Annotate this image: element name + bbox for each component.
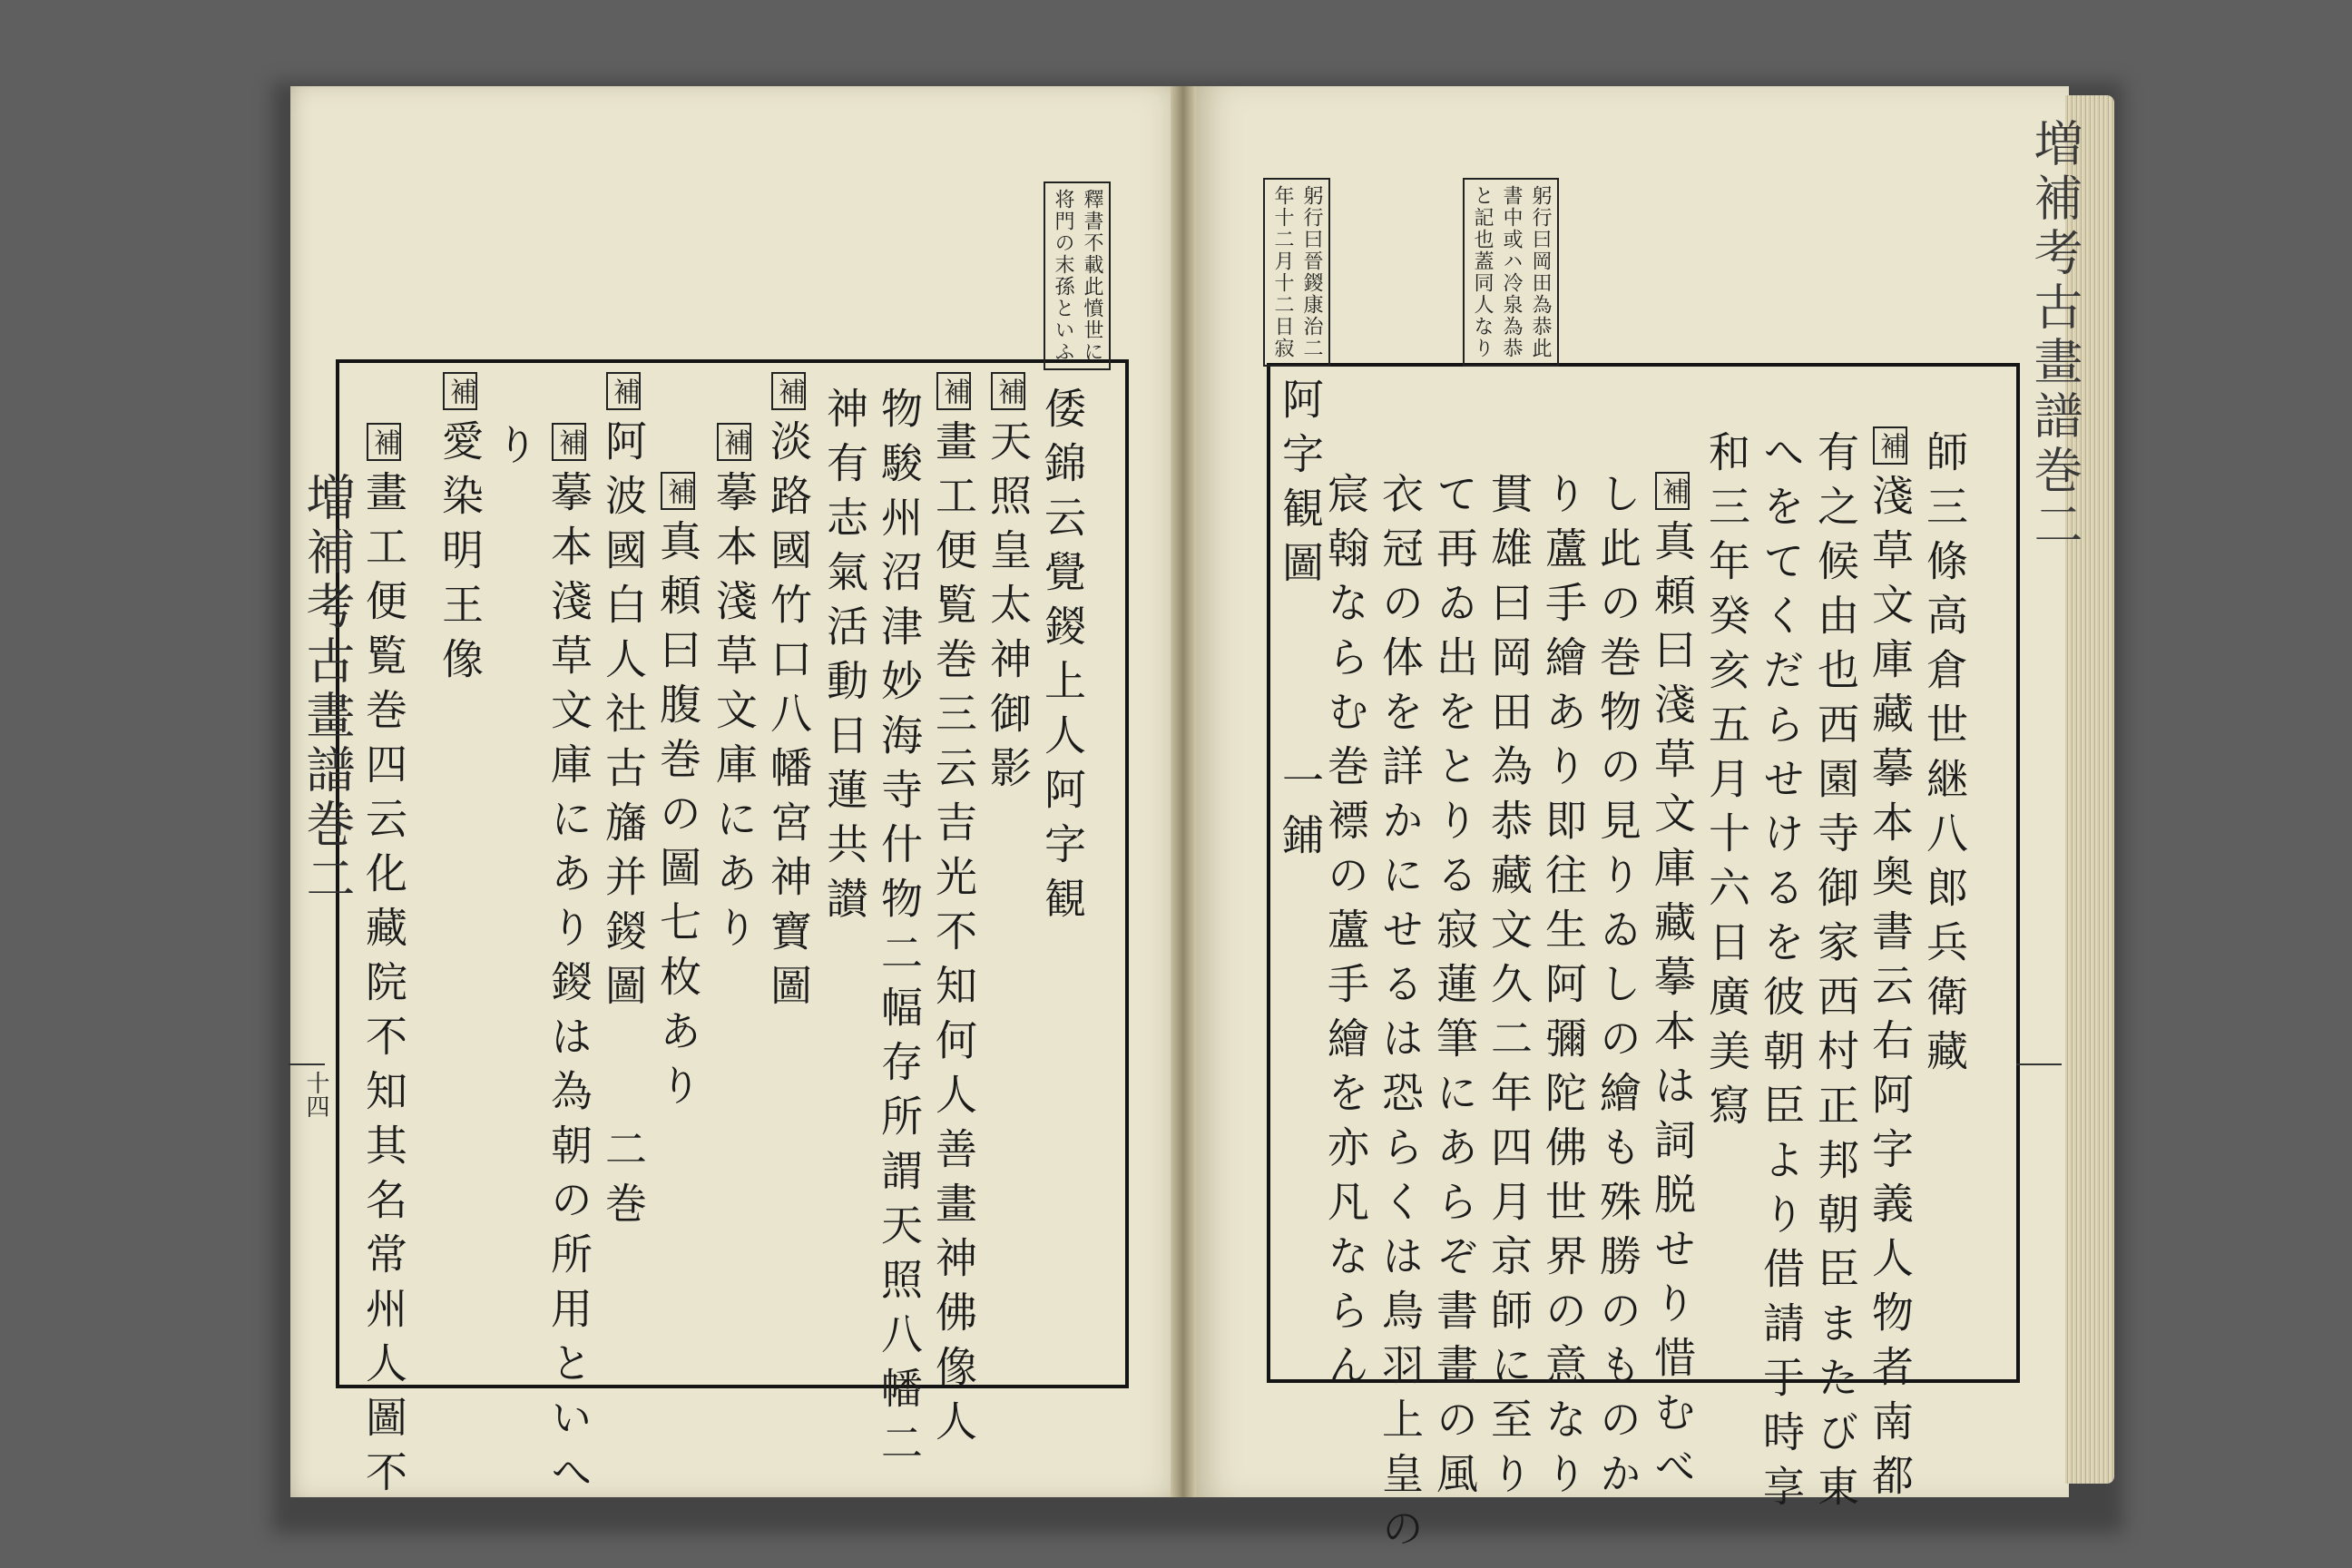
left-column-4: 物駿州沼津妙海寺什物二幅存所謂天照八幡二	[875, 387, 924, 1475]
folio-number: 十四	[302, 1071, 329, 1118]
right-column-1: 師三條高倉世継八郎兵衛藏	[1920, 430, 1969, 1083]
hosei-tag: 補	[936, 372, 971, 410]
hosei-tag: 補	[991, 372, 1025, 410]
hosei-tag: 補	[1655, 472, 1690, 510]
note-line: 釋書不載此憤世に	[1081, 189, 1103, 363]
left-header-note	[1044, 181, 1111, 370]
left-column-12: 補愛染明王像	[439, 372, 481, 691]
right-margin-title: 増補考古畫譜巻二	[2026, 118, 2083, 554]
right-header-note-b	[1263, 178, 1330, 367]
left-column-2: 補天照皇太神御影	[987, 372, 1029, 800]
folio-rule	[289, 1063, 325, 1065]
right-column-13: 阿字観圖 一鋪	[1276, 377, 1325, 867]
right-column-4: へをてくだらせけるを彼朝臣より借請于時享	[1757, 430, 1806, 1519]
right-column-8: り蘆手繪あり即往生阿彌陀佛世界の意なり	[1539, 472, 1588, 1506]
hosei-tag: 補	[606, 372, 641, 410]
right-column-2: 補淺草文庫藏摹本奥書云右阿字義人物者南都	[1869, 426, 1911, 1508]
left-margin-title: 増補考古畫譜巻二	[299, 472, 356, 907]
hosei-tag: 補	[661, 472, 695, 510]
right-column-5: 和三年癸亥五月十六日廣美寫	[1702, 430, 1751, 1138]
right-column-3: 有之候由也西園寺御家西村正邦朝臣またび東	[1811, 430, 1860, 1519]
hosei-tag: 補	[717, 423, 751, 461]
note-line: 躬行曰岡田為恭此	[1529, 185, 1552, 359]
left-column-10: 補摹本淺草文庫にあり鍐は為朝の所用といへ	[548, 423, 590, 1504]
right-column-10: て再ゐ出をとりる寂蓮筆にあらぞ書畫の風	[1430, 472, 1479, 1506]
right-column-12: 宸翰ならむ巻褾の蘆手繪を亦凡ならん	[1321, 472, 1370, 1397]
left-column-6: 補淡路國竹口八幡宮神寶圖	[768, 372, 809, 1018]
hosei-tag: 補	[1873, 426, 1907, 465]
hosei-tag: 補	[771, 372, 806, 410]
note-line: 年十二月十二日寂	[1271, 185, 1294, 359]
hosei-tag: 補	[367, 423, 401, 461]
book-gutter	[1171, 86, 1196, 1497]
left-column-1: 倭錦云覺鍐上人阿字観	[1038, 387, 1087, 931]
right-column-11: 衣冠の体を詳かにせるは恐らくは鳥羽上皇の	[1376, 472, 1425, 1561]
left-column-3: 補畫工便覧巻三云吉光不知何人善畫神佛像人	[933, 372, 975, 1454]
left-column-5: 神有志氣活動日蓮共讃	[820, 387, 869, 931]
note-line: 書中或ハ冷泉為恭	[1500, 185, 1523, 359]
right-header-note-a	[1463, 178, 1559, 367]
right-column-9: 貫雄曰岡田為恭藏文久二年四月京師に至り	[1485, 472, 1534, 1506]
note-line: 将門の末孫といふ	[1052, 189, 1074, 363]
left-column-7: 補摹本淺草文庫にあり	[713, 423, 755, 960]
right-column-6: 補真頼曰淺草文庫藏摹本は詞脱せり惜むべ	[1651, 472, 1693, 1499]
hosei-tag: 補	[443, 372, 477, 410]
left-column-9: 補阿波國白人社古旛并鍐圖 二巻	[603, 372, 644, 1236]
left-column-13: 補畫工便覧巻四云化藏院不知其名常州人圖不	[363, 423, 405, 1504]
note-line: と記也蓋同人なり	[1471, 185, 1494, 359]
left-column-11: り	[490, 423, 539, 477]
left-column-8: 補真頼曰腹巻の圖七枚あり	[657, 472, 699, 1118]
folio-rule	[2016, 1063, 2062, 1065]
hosei-tag: 補	[552, 423, 586, 461]
note-line: 躬行曰晉鍐康治二	[1300, 185, 1323, 359]
right-column-7: し此の巻物の見りゐしの繪も殊勝のものか	[1593, 472, 1642, 1506]
